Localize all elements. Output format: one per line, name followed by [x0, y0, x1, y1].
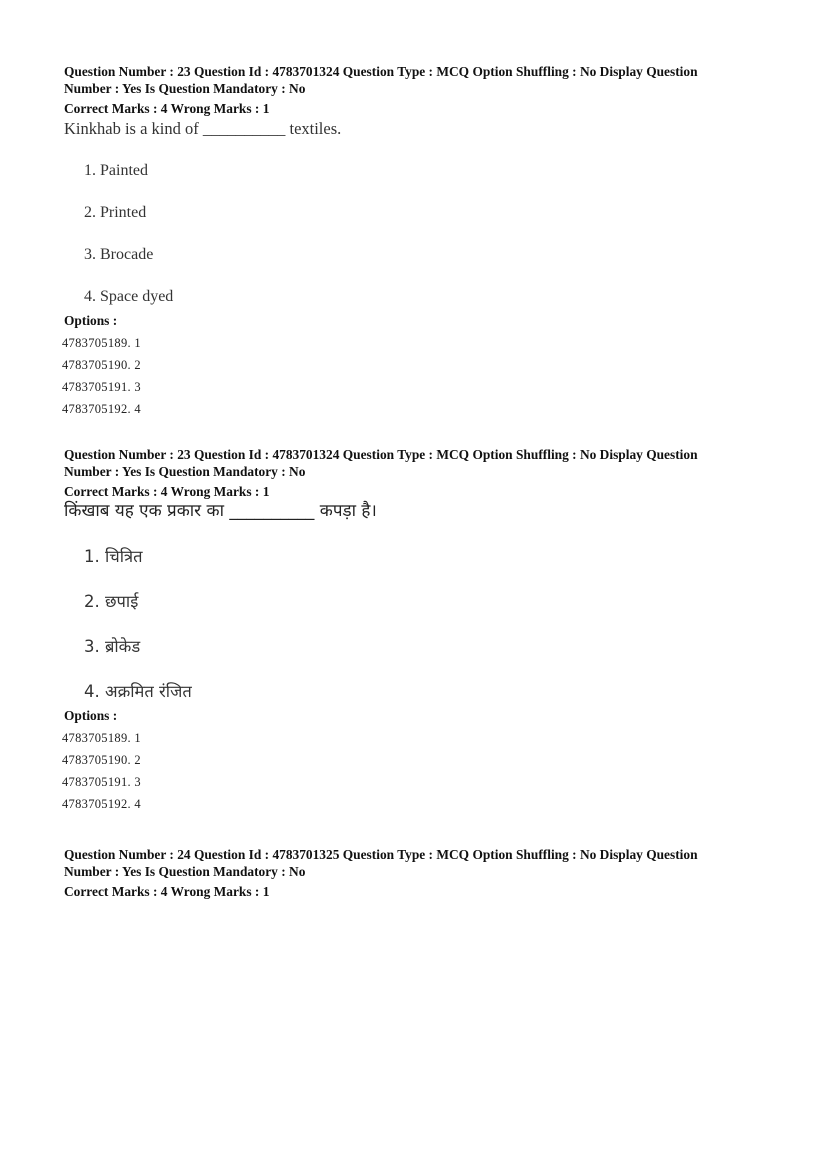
answer-choice: 4. अक्रमित रंजित [84, 682, 192, 701]
answer-choices [64, 547, 774, 702]
question-meta-line: Number : Yes Is Question Mandatory : No [64, 864, 306, 879]
option-id-list [64, 335, 774, 417]
question-block-24 [64, 846, 774, 900]
question-block-23-hi [64, 446, 774, 812]
question-meta-line: Number : Yes Is Question Mandatory : No [64, 81, 306, 96]
question-marks: Correct Marks : 4 Wrong Marks : 1 [64, 884, 270, 899]
option-id: 4783705190. 2 [62, 358, 141, 372]
option-id: 4783705191. 3 [62, 775, 141, 789]
answer-choice: 4. Space dyed [84, 288, 174, 305]
question-meta [64, 63, 774, 117]
answer-choice: 1. Painted [84, 162, 148, 179]
question-meta-line: Number : Yes Is Question Mandatory : No [64, 464, 306, 479]
question-marks: Correct Marks : 4 Wrong Marks : 1 [64, 484, 270, 499]
answer-choice: 2. छपाई [84, 592, 139, 611]
option-id: 4783705191. 3 [62, 380, 141, 394]
option-id-list [64, 730, 774, 812]
option-id: 4783705189. 1 [62, 731, 141, 745]
question-meta-line: Question Number : 24 Question Id : 4783701325 Question Type : MCQ Option Shuffling : No Display Question [64, 847, 698, 862]
question-stem: Kinkhab is a kind of __________ textiles. [64, 119, 342, 138]
option-id: 4783705190. 2 [62, 753, 141, 767]
question-block-23-en [64, 63, 774, 417]
option-id: 4783705192. 4 [62, 402, 141, 416]
question-marks: Correct Marks : 4 Wrong Marks : 1 [64, 101, 270, 116]
question-meta [64, 446, 774, 500]
question-stem: किंखाब यह एक प्रकार का __________ कपड़ा है। [64, 501, 377, 521]
options-label: Options : [64, 708, 118, 723]
options-label: Options : [64, 313, 118, 328]
option-id: 4783705189. 1 [62, 336, 141, 350]
answer-choice: 3. Brocade [84, 246, 154, 263]
question-meta-line: Question Number : 23 Question Id : 4783701324 Question Type : MCQ Option Shuffling : No Display Question [64, 447, 698, 462]
answer-choice: 3. ब्रोकेड [84, 637, 141, 656]
answer-choices [64, 161, 774, 307]
option-id: 4783705192. 4 [62, 797, 141, 811]
answer-choice: 2. Printed [84, 204, 147, 221]
question-meta [64, 846, 774, 900]
answer-choice: 1. चित्रित [84, 547, 143, 566]
question-meta-line: Question Number : 23 Question Id : 4783701324 Question Type : MCQ Option Shuffling : No Display Question [64, 64, 698, 79]
